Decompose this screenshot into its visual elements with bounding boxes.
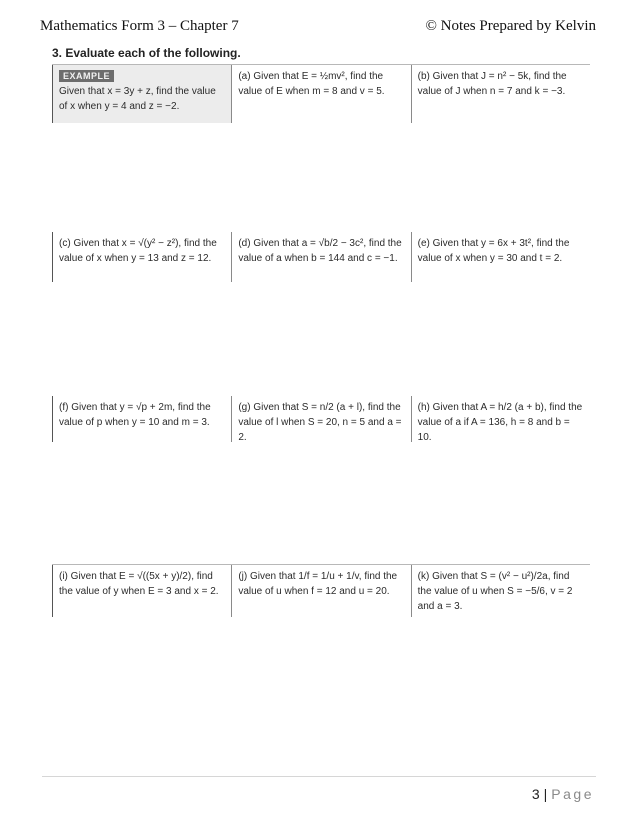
question-row-4: [52, 564, 590, 617]
question-c: [52, 232, 231, 282]
page-number: 3: [531, 786, 540, 802]
question-f-text: (f) Given that y = √p + 2m, find the value of p when y = 10 and m = 3.: [59, 402, 211, 428]
header-left-title: Mathematics Form 3 – Chapter 7: [40, 18, 239, 34]
question-j-text: (j) Given that 1/f = 1/u + 1/v, find the value of u when f = 12 and u = 20.: [238, 571, 398, 597]
page-label: Page: [551, 786, 594, 802]
question-i-text: (i) Given that E = √((5x + y)/2), find the value of y when E = 3 and x = 2.: [59, 571, 219, 597]
header-right-credit: © Notes Prepared by Kelvin: [425, 18, 596, 34]
question-g-text: (g) Given that S = n/2 (a + l), find the value of l when S = 20, n = 5 and a = 2.: [238, 402, 402, 442]
question-h-text: (h) Given that A = h/2 (a + b), find the value of a if A = 136, h = 8 and b = 10.: [417, 402, 583, 442]
question-e: [411, 232, 590, 282]
question-d-text: (d) Given that a = √b/2 − 3c², find the value of a when b = 144 and c = −1.: [238, 238, 402, 264]
question-f: [52, 396, 231, 442]
example-badge: EXAMPLE: [59, 70, 114, 82]
example-text: Given that x = 3y + z, find the value of x when y = 4 and z = −2.: [59, 86, 216, 112]
page-footer: [532, 786, 594, 802]
question-d: [231, 232, 410, 282]
question-k: [411, 565, 590, 617]
question-row-1: [52, 64, 590, 123]
question-i: [52, 565, 231, 617]
question-g: [231, 396, 410, 442]
footer-separator: |: [543, 786, 548, 802]
question-j: [231, 565, 410, 617]
question-row-2: [52, 232, 590, 282]
question-h: [411, 396, 590, 442]
question-b: [411, 65, 590, 123]
example-cell: [52, 65, 231, 123]
question-a-text: (a) Given that E = ½mv², find the value of E when m = 8 and v = 5.: [238, 71, 385, 97]
question-row-3: [52, 396, 590, 442]
question-e-text: (e) Given that y = 6x + 3t², find the value of x when y = 30 and t = 2.: [417, 238, 570, 264]
question-b-text: (b) Given that J = n² − 5k, find the value of J when n = 7 and k = −3.: [417, 71, 567, 97]
question-title: 3. Evaluate each of the following.: [52, 46, 241, 60]
question-k-text: (k) Given that S = (v² − u²)/2a, find the value of u when S = −5/6, v = 2 and a = 3.: [417, 571, 573, 612]
question-a: [231, 65, 410, 123]
footer-divider: [42, 776, 596, 777]
question-c-text: (c) Given that x = √(y² − z²), find the value of x when y = 13 and z = 12.: [59, 238, 217, 264]
